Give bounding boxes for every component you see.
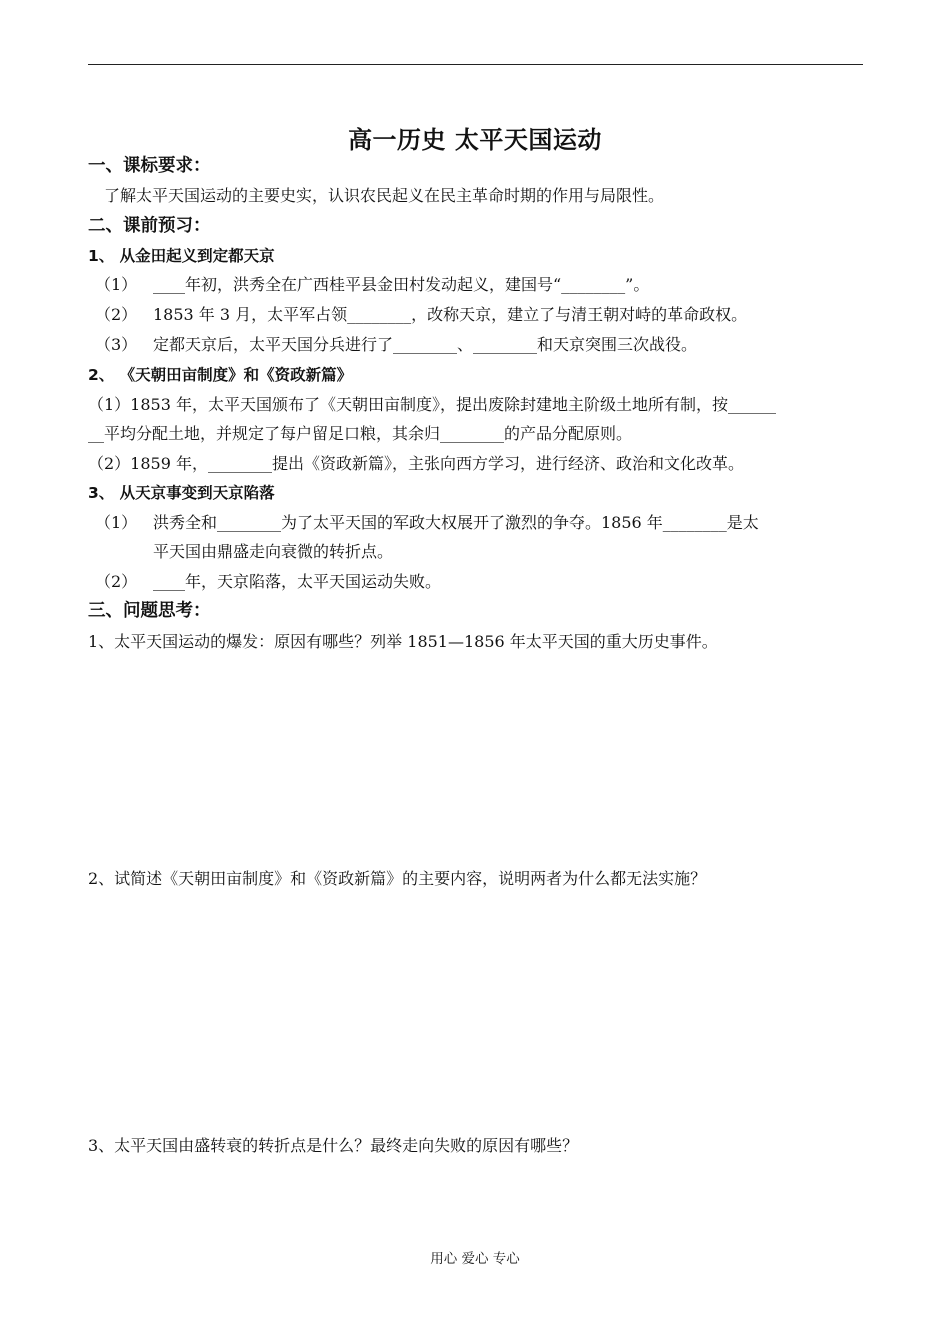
page-footer: 用心 爱心 专心 — [430, 1251, 520, 1267]
list-item — [95, 571, 441, 593]
subheading-3: 3、 从天京事变到天京陷落 — [88, 484, 275, 502]
subheading-2: 2、 《天朝田亩制度》和《资政新篇》 — [88, 366, 353, 384]
item-number: （1） — [95, 513, 138, 532]
item-number: （1） — [95, 275, 138, 294]
section-heading-2: 二、课前预习： — [88, 216, 211, 236]
item-text: 定都天京后，太平天国分兵进行了________、________和天京突围三次战役。 — [153, 335, 698, 354]
item-number: （2） — [95, 305, 138, 324]
item-text: 洪秀全和________为了太平天国的军政大权展开了激烈的争夺。1856 年________是太 — [153, 513, 759, 532]
section-heading-3: 三、问题思考： — [88, 601, 211, 621]
paragraph-line: （2）1859 年，________提出《资政新篇》，主张向西方学习，进行经济、政治和文化改革。 — [88, 454, 744, 473]
item-text: ____年，天京陷落，太平天国运动失败。 — [153, 572, 442, 591]
curriculum-requirement: 了解太平天国运动的主要史实，认识农民起义在民主革命时期的作用与局限性。 — [104, 186, 665, 205]
paragraph-line: （1）1853 年，太平天国颁布了《天朝田亩制度》，提出废除封建地主阶级土地所有制，按______ — [88, 395, 776, 414]
question-3: 3、太平天国由盛转衰的转折点是什么？最终走向失败的原因有哪些？ — [88, 1136, 579, 1155]
list-item — [95, 274, 649, 296]
item-number: （3） — [95, 335, 138, 354]
item-number: （2） — [95, 572, 138, 591]
paragraph-line: __平均分配土地，并规定了每户留足口粮，其余归________的产品分配原则。 — [88, 424, 633, 443]
list-item — [95, 334, 697, 356]
question-2: 2、试简述《天朝田亩制度》和《资政新篇》的主要内容，说明两者为什么都无法实施？ — [88, 869, 707, 888]
item-text: ____年初，洪秀全在广西桂平县金田村发动起义，建国号“________”。 — [153, 275, 650, 294]
section-heading-1: 一、课标要求： — [88, 156, 211, 176]
item-continuation: 平天国由鼎盛走向衰微的转折点。 — [153, 542, 394, 561]
header-rule — [88, 64, 863, 65]
page-title: 高一历史 太平天国运动 — [348, 126, 602, 154]
subheading-1: 1、 从金田起义到定都天京 — [88, 247, 275, 265]
list-item — [95, 304, 747, 326]
list-item — [95, 512, 759, 534]
item-text: 1853 年 3 月，太平军占领________，改称天京，建立了与清王朝对峙的革命政权。 — [153, 305, 748, 324]
question-1: 1、太平天国运动的爆发：原因有哪些？列举 1851—1856 年太平天国的重大历史事件。 — [88, 632, 718, 651]
